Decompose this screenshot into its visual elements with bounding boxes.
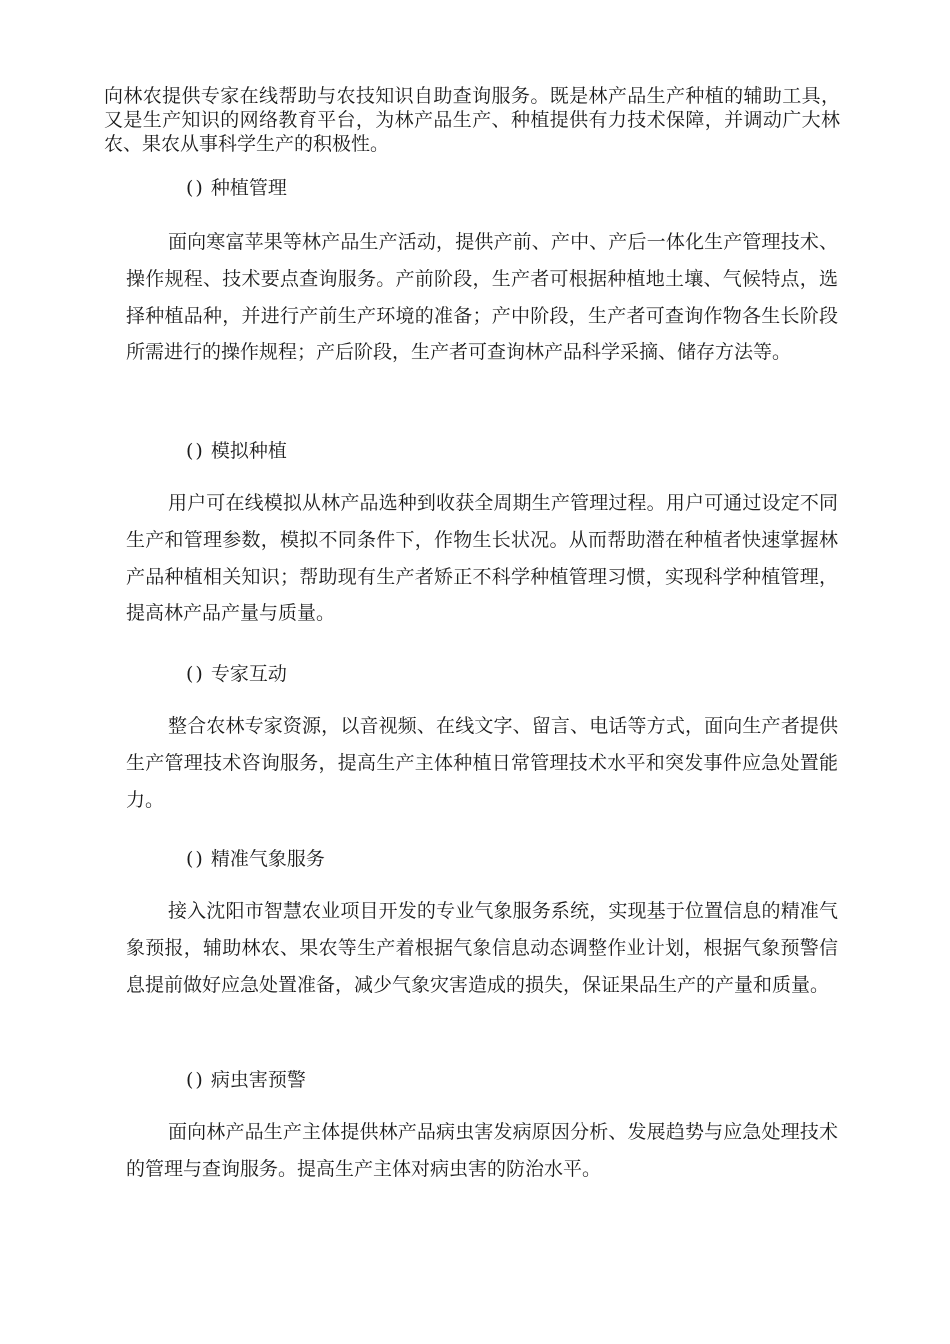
- heading-marker: (): [186, 663, 205, 685]
- section-heading-expert-interaction: [186, 660, 287, 688]
- heading-text: 精准气象服务: [210, 848, 325, 870]
- section-heading-planting-management: [186, 174, 287, 202]
- section-heading-pest-warning: [186, 1066, 306, 1094]
- section-body-expert-interaction: 整合农林专家资源，以音视频、在线文字、留言、电话等方式，面向生产者提供生产管理技术咨询服务，提高生产主体种植日常管理技术水平和突发事件应急处置能力。: [126, 715, 838, 811]
- heading-marker: (): [186, 1069, 205, 1091]
- intro-paragraph: 向林农提供专家在线帮助与农技知识自助查询服务。既是林产品生产种植的辅助工具，又是生产知识的网络教育平台，为林产品生产、种植提供有力技术保障，并调动广大林农、果农从事科学生产的积极性。: [104, 85, 840, 155]
- section-body-planting-management: 面向寒富苹果等林产品生产活动，提供产前、产中、产后一体化生产管理技术、操作规程、技术要点查询服务。产前阶段，生产者可根据种植地土壤、气候特点，选择种植品种，并进行产前生产环境的准备；产中阶段，生产者可查询作物各生长阶段所需进行的操作规程；产后阶段，生产者可查询林产品科学采摘、储存方法等。: [126, 231, 838, 364]
- section-body-pest-warning: 面向林产品生产主体提供林产品病虫害发病原因分析、发展趋势与应急处理技术的管理与查询服务。提高生产主体对病虫害的防治水平。: [126, 1121, 838, 1180]
- section-body-simulated-planting: 用户可在线模拟从林产品选种到收获全周期生产管理过程。用户可通过设定不同生产和管理参数，模拟不同条件下，作物生长状况。从而帮助潜在种植者快速掌握林产品种植相关知识；帮助现有生产者矫正不科学种植管理习惯，实现科学种植管理，提高林产品产量与质量。: [126, 492, 838, 625]
- section-heading-precise-weather: [186, 845, 325, 873]
- heading-text: 专家互动: [210, 663, 287, 685]
- heading-text: 模拟种植: [210, 440, 287, 462]
- heading-text: 病虫害预警: [210, 1069, 306, 1091]
- heading-marker: (): [186, 440, 205, 462]
- heading-text: 种植管理: [210, 177, 287, 199]
- heading-marker: (): [186, 848, 205, 870]
- section-body-precise-weather: 接入沈阳市智慧农业项目开发的专业气象服务系统，实现基于位置信息的精准气象预报，辅助林农、果农等生产着根据气象信息动态调整作业计划，根据气象预警信息提前做好应急处置准备，减少气象灾害造成的损失，保证果品生产的产量和质量。: [126, 900, 838, 996]
- section-heading-simulated-planting: [186, 437, 287, 465]
- heading-marker: (): [186, 177, 205, 199]
